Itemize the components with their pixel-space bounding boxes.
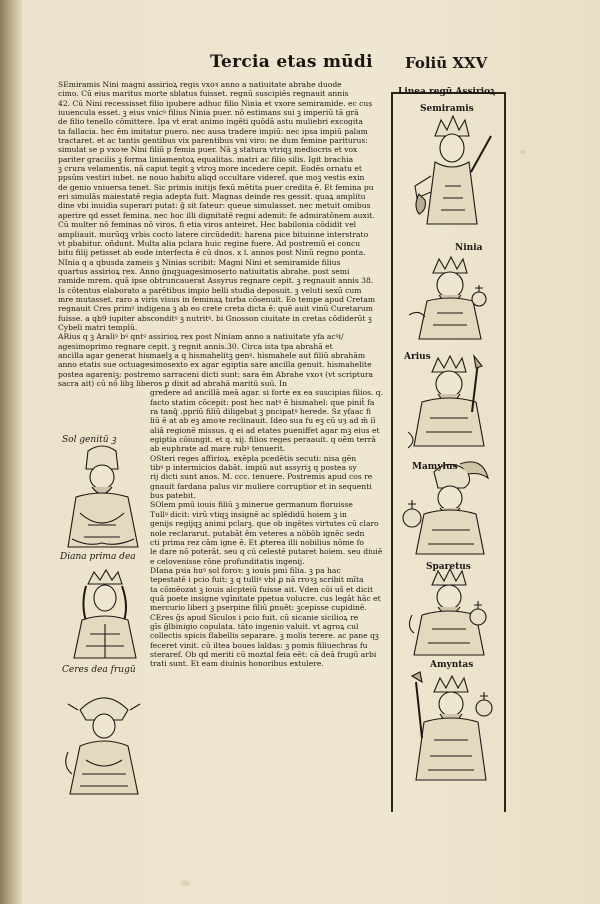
semiramis-woodcut [405, 106, 497, 231]
body-text-line: OSteri reges affirioꝝ. exēpla pcedētis secuti: nisa gēn [150, 453, 357, 463]
ninia-woodcut [403, 255, 495, 345]
body-text-line: ta cōmēozat ꝫ iouis alcpteiū fuisse ait. Vden cōi uš et dicit [150, 584, 374, 594]
body-text-line: simulat se p vxoꝛe Nini filiū p femia puer. Nā ꝫ statura vtriqꝫ mediocris et vox [58, 145, 358, 155]
body-text-line: bitu filij petisset ab eode interfecta ē cū dnos. x l. annos post Ninū regno ponta. [58, 248, 366, 258]
king-label-mamylus: Mamylus [412, 462, 458, 472]
caption-sol: Sol genitū ꝫ [62, 435, 116, 445]
sol-woodcut [58, 443, 148, 553]
body-text-line: CEres ḡs apud Sīculos i pcio fuit. cū sicanie sicilioꝝ re [150, 612, 359, 622]
body-text-line: ra tanq̄ .ppriū filiū diligebat ꝫ pncipatꝰ herede. Sz yfaac fi [150, 407, 372, 417]
body-text-line: bus patebit. [150, 491, 196, 501]
body-text-line: DIana pꝛia huꝰ sol foroꝛ: ꝫ iouis pmi filia. ꝫ pa hac [150, 565, 341, 575]
body-text-line: facto statim cōcepit: post hec natꝰ ē hismahel: que pinit̄ fa [150, 397, 375, 407]
body-text-line: ppsūm vestiri iubet. ne nouo habitu aliqd occultare videref. que moꝫ vestis exin [58, 173, 365, 183]
body-text-line: quartus assirioꝝ rex. Anno ḡnqꝫuagesimoserto natiuitatis abrahe. post semi [58, 266, 350, 276]
sparetus-woodcut [398, 565, 496, 660]
page-header [60, 52, 520, 78]
body-text-line: agesimoprimo regnare cepit. ꝫ regnit annis.30. Circa ista tpa abrahā et [58, 341, 333, 351]
caption-ceres: Ceres dea frugū [62, 665, 136, 675]
paper-stain [520, 150, 526, 154]
body-text-line: mercurio liberi ꝫ pserpine filiū ꝑnuēt: ꝫcepisse cupidinē. [150, 603, 367, 613]
column-rule-left [391, 92, 393, 812]
body-text-line: ta fallacia. hec ēm imitatur puero. nec ausa tradere impiū: nec ipsa impiū palam [58, 126, 368, 136]
body-text-line: Cybeli matri templū. [58, 322, 138, 332]
body-text-line: Cū multer nō feminas nō viros. fi etia viros anteiret. Hec babilonia cōdidit vel [58, 220, 357, 230]
body-text-line: Is cōtentus elaborato a parētibus impio belli studia deposuit. ꝫ veluti sexū cum [58, 285, 362, 295]
ceres-woodcut [58, 690, 150, 800]
body-text-line: mre mutasset. raro a viris visus in feminaꝝ turba cōsenuit. Eo tempe apud Cretam [58, 294, 376, 304]
body-text-line: cimo. Cū eius maritus morte sblatus fuisset. regnū suscipiēs regnauit annis [58, 89, 349, 99]
body-text-line: iuuencula esset. ꝫ eius vnicꝰ filius Ninia puer. nō estimans sui ꝫ imperiū tā grā [58, 108, 359, 118]
body-text-line: steraref. Ob qd meriti cū moztal feia eēt: cā deā frugū arbi [150, 649, 377, 659]
body-text-line: egiptia cōiungit. et q. xij. filios reges peraauit. q oēm terrā [150, 435, 376, 445]
body-text-line: ramide mrem. quā ipse obtruncauerat Assyrus regnare cepit. ꝫ regnauit annis 38. [58, 276, 374, 286]
body-text-line: vt pbabitur. oñdunt. Multa alia pclara huic regine fuere. Ad postremū ei concu [58, 238, 361, 248]
body-text-line: fuisse. a qb9 iupiter absconditꝰ ꝫ nutritꝰ. bi Gnosson ciuitate in cretas cōdiderūt ꝫ [58, 313, 372, 323]
body-text-line: aperire qd esset femina. nec hoc illi dignitatē regni ademit: fe admiratōnem auxit. [58, 210, 375, 220]
mamylus-woodcut [398, 458, 496, 558]
body-text-line: nole reclararut. putabāt ēm veteres a nōbōb ignēc sedn [150, 528, 365, 538]
body-text-line: tibꝰ p intermicios dabāt. impiū aut assyriꝫ q postea sy [150, 463, 357, 473]
body-text-line: genijs regijqꝫ animi pclarꝫ. que ob ingētes virtutes cū claro [150, 519, 379, 529]
body-text-line: 42. Cū Nini recessisset filio ipubere adhuc filio Ninia et vxore semiramide. ec cuș [58, 98, 373, 108]
body-text-line: regnauit Cres primꝰ indigena ꝫ ab eo crete creta dicta ē: quē auit vinū Curetarum [58, 304, 373, 314]
body-text-line: sacra ait) cū nō libꝫ liberos ꝑ dixit ad abrahā maritū suū. In [58, 379, 288, 388]
body-text-line: collectis spicis flabellis separare. ꝫ molis terere. ac pane qꝫ [150, 631, 379, 641]
body-text-line: Tullꝰ dicit: virū vtiqꝫ insignē ac splēdidū hoiem ꝫ in [150, 509, 347, 519]
body-text-line: de genio vniuersa tenet. Sic primis initijs fexū mētita puer credita ē. Et femina pu [58, 182, 374, 192]
body-text-line: NInia q a qbusda zameis ꝫ Ninias scribit: Magni Nini et semiramide filius [58, 257, 341, 267]
body-text-line: anno etatis sue octuagesimosexto ex agar egiptia sare ancilla genuit. hismahelite [58, 360, 372, 370]
folio-number: Foliū XXV [405, 54, 488, 72]
body-text-line: gredere ad ancillā meā agar. si forte ex ea suscipias filios. q. [150, 388, 384, 398]
body-text-line: tepestatē i pcio fuit: ꝫ q tulliꝰ vbi ꝓ nā rroꝛꝫ scribit mīta [150, 575, 364, 585]
king-label-sparetus: Sparetus [426, 562, 471, 572]
body-text-line: ab euphrate ad mare rubꝰ tenuerit. [150, 444, 286, 454]
body-text-line: ampliauit. murūqꝫ vrbis cocto latere circūdedit: harena pice bituinne interstrato [58, 229, 369, 239]
body-text-line: gnauit fardana palus vir muliere corruptior et in sequenti [150, 481, 372, 491]
body-text-line: SOlem pmū iouis filiū ꝫ minerue germanum floruisse [150, 500, 353, 510]
running-title: Tercia etas mūdi [210, 52, 373, 72]
body-text-line: tractaret. et ac tantis gentibus vix parentibus vni viro: ne dum femine pariturus: [58, 136, 368, 146]
arius-woodcut [400, 352, 495, 452]
body-text-line: feceret vinit. cū iltea boues laldas: ꝫ pomis filiuechras fu [150, 640, 368, 650]
amyntas-woodcut [400, 668, 498, 788]
diana-woodcut [60, 568, 150, 663]
body-text-line: cti prima rez cām igne ē. Et ꝓterea illi nobilius nōme fo [150, 537, 364, 547]
previous-page-edge [0, 40, 18, 860]
body-text-line: ancilla agar generat hismaelꝫ a q hismahelitꝫ genꝰ. hismahele aut filiū abrahām [58, 350, 366, 360]
body-text-line: le dare nō poterāt. seu q cū celestē putaret hoiem. seu diuiē [150, 547, 383, 557]
body-text-line: trati sunt. Et eam diuinis honoribus extulere. [150, 659, 324, 669]
paper-stain [180, 880, 190, 886]
body-text-line: de filio tenello cōmittere. Ipa vt erat animo ingēti quōdā astu muliebri excogita [58, 117, 363, 127]
lineage-title: Linea regū Assirioꝝ [398, 87, 496, 97]
body-text-line: SEmiramis Nini magni assirioꝝ regis vxoꝛ anno a natiuitate abrahe duode [58, 80, 342, 89]
king-label-ninia: Ninia [455, 243, 483, 253]
body-text-line: gīs ḡlbinigio copulata. tāto ingenio valuit. vt agroꝝ cul [150, 621, 359, 631]
body-text-line: ARius q ꝫ Araliꝰ bꝰ qntꝰ assirioꝝ rex post Niniam anno a natiuitate yfa acꝰi/ [58, 332, 344, 342]
king-label-semiramis: Semiramis [420, 104, 474, 114]
body-text-line: dine vbi inuidia superari putat: ḡ sit fateur: queue simulasset. nec metuit omibus [58, 201, 371, 211]
caption-diana: Diana prima dea [60, 552, 136, 562]
body-text-line: liū ē at ab eꝫ amoꝛe reclinauit. Ideo sua fu eꝫ cū uȝ ad m̄ iī [150, 416, 376, 426]
body-text-line: quā poete insigne vgīnitate ppetua volucre. cus legāt hāc et [150, 593, 381, 603]
body-text-line: postea agareniꝫ: postremo sarraceni dicti sunt: sara ēm Abrahe vxoꝛ (vt scriptura [58, 369, 374, 379]
body-text-line: eri simulās maiestatē regia adepta fuit. Magnas deinde res gessit. quaꝝ amplitu [58, 192, 366, 202]
column-rule-right [504, 92, 506, 812]
king-label-arius: Arius [404, 352, 431, 362]
body-text-line: e celovenisse rōne profunditatis ingenij. [150, 556, 305, 566]
body-text-line: ꝫ crura velamentis. nā caput tegit ꝫ vtroꝫ more incedere cepit. Eodēs ornatu et [58, 164, 362, 174]
body-text-line: aliā regionē missus. q ei ad etates pueniffet agar mꝫ eius et [150, 425, 380, 435]
body-text-line: pariter gracilis ꝫ forma liniamentoꝝ equalitas. matri ac filio silis. Igit brachia [58, 154, 354, 164]
king-label-amyntas: Amyntas [430, 660, 474, 670]
body-text-line: rij dicti sunt anos. M. ccc. tenuere. Postremis apud cos re [150, 472, 373, 482]
